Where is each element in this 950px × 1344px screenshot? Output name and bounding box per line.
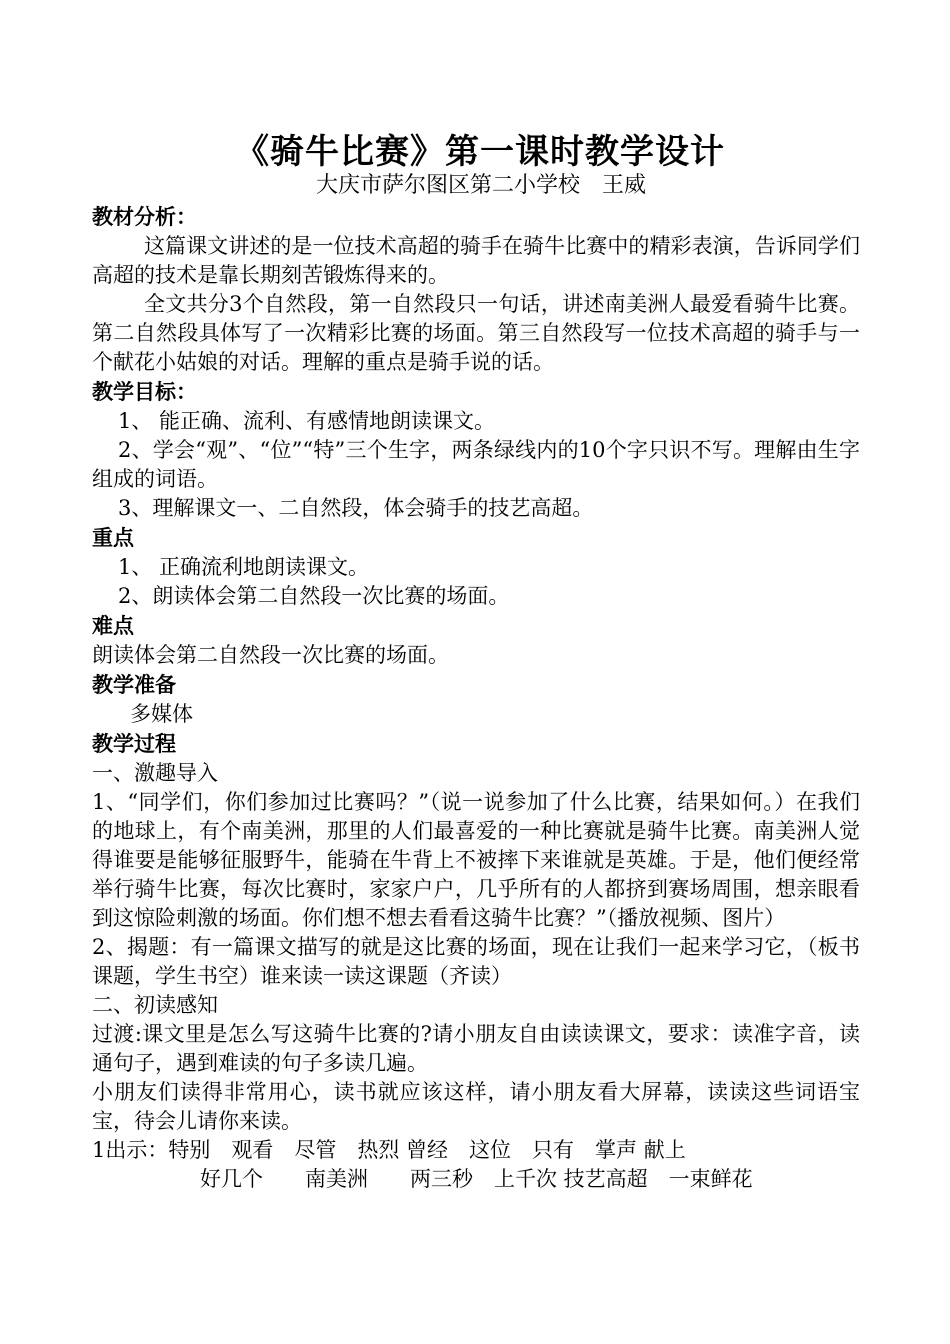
document-title: 《骑牛比赛》第一课时教学设计: [235, 132, 725, 172]
author-line: 大庆市萨尔图区第二小学校 王威: [315, 173, 646, 198]
key-point-item-1: 1、 正确流利地朗读课文。: [118, 555, 370, 579]
word-list-line-1: 1出示：特别 观看 尽管 热烈 曾经 这位 只有 掌声 献上: [92, 1138, 686, 1162]
goals-heading: 教学目标：: [92, 380, 197, 404]
goal-item-1: 1、 能正确、流利、有感情地朗读课文。: [118, 409, 496, 433]
goal-item-2: 2、学会“观”、“位”“特”三个生字，两条绿线内的10个字只识不写。理解由生字组成的词语。: [92, 438, 860, 491]
key-point-item-2: 2、朗读体会第二自然段一次比赛的场面。: [118, 584, 510, 608]
prep-text: 多媒体: [130, 702, 193, 726]
prep-heading: 教学准备: [92, 673, 176, 697]
key-points-heading: 重点: [92, 526, 134, 550]
difficulty-heading: 难点: [92, 614, 134, 638]
difficulty-text: 朗读体会第二自然段一次比赛的场面。: [92, 643, 449, 667]
section-heading-2: 二、初读感知: [92, 993, 218, 1017]
analysis-paragraph-2: 全文共分3个自然段，第一自然段只一句话，讲述南美洲人最爱看骑牛比赛。第二自然段具体写了一次精彩比赛的场面。第三自然段写一位技术高超的骑手与一个献花小姑娘的对话。理解的重点是骑手说的话。: [92, 292, 860, 374]
section-heading-1: 一、激趣导入: [92, 761, 218, 785]
document-page: [92, 132, 860, 1194]
goal-item-3: 3、理解课文一、二自然段，体会骑手的技艺高超。: [118, 496, 594, 520]
process-paragraph-4: 小朋友们读得非常用心，读书就应该这样，请小朋友看大屏幕，读读这些词语宝宝，待会儿请你来读。: [92, 1080, 860, 1133]
process-heading: 教学过程: [92, 732, 176, 756]
word-list-line-2: 好几个 南美洲 两三秒 上千次 技艺高超 一束鲜花: [200, 1167, 753, 1191]
analysis-paragraph-1: 这篇课文讲述的是一位技术高超的骑手在骑牛比赛中的精彩表演，告诉同学们高超的技术是靠长期刻苦锻炼得来的。: [92, 234, 860, 287]
process-paragraph-2: 2、揭题：有一篇课文描写的就是这比赛的场面，现在让我们一起来学习它，（板书课题，学生书空）谁来读一读这课题（齐读）: [92, 935, 860, 988]
analysis-heading: 教材分析：: [92, 205, 197, 229]
process-paragraph-1: 1、“同学们，你们参加过比赛吗？”（说一说参加了什么比赛，结果如何。）在我们的地球上，有个南美洲，那里的人们最喜爱的一种比赛就是骑牛比赛。南美洲人觉得谁要是能够征服野牛，能骑在牛背上不被摔下来谁就是英雄。于是，他们便经常举行骑牛比赛，每次比赛时，家家户户，几乎所有的人都挤到赛场周围，想亲眼看到这惊险刺激的场面。你们想不想去看看这骑牛比赛？”（播放视频、图片）: [92, 790, 860, 930]
process-paragraph-3: 过渡:课文里是怎么写这骑牛比赛的?请小朋友自由读读课文，要求：读准字音，读通句子，遇到难读的句子多读几遍。: [92, 1022, 860, 1075]
